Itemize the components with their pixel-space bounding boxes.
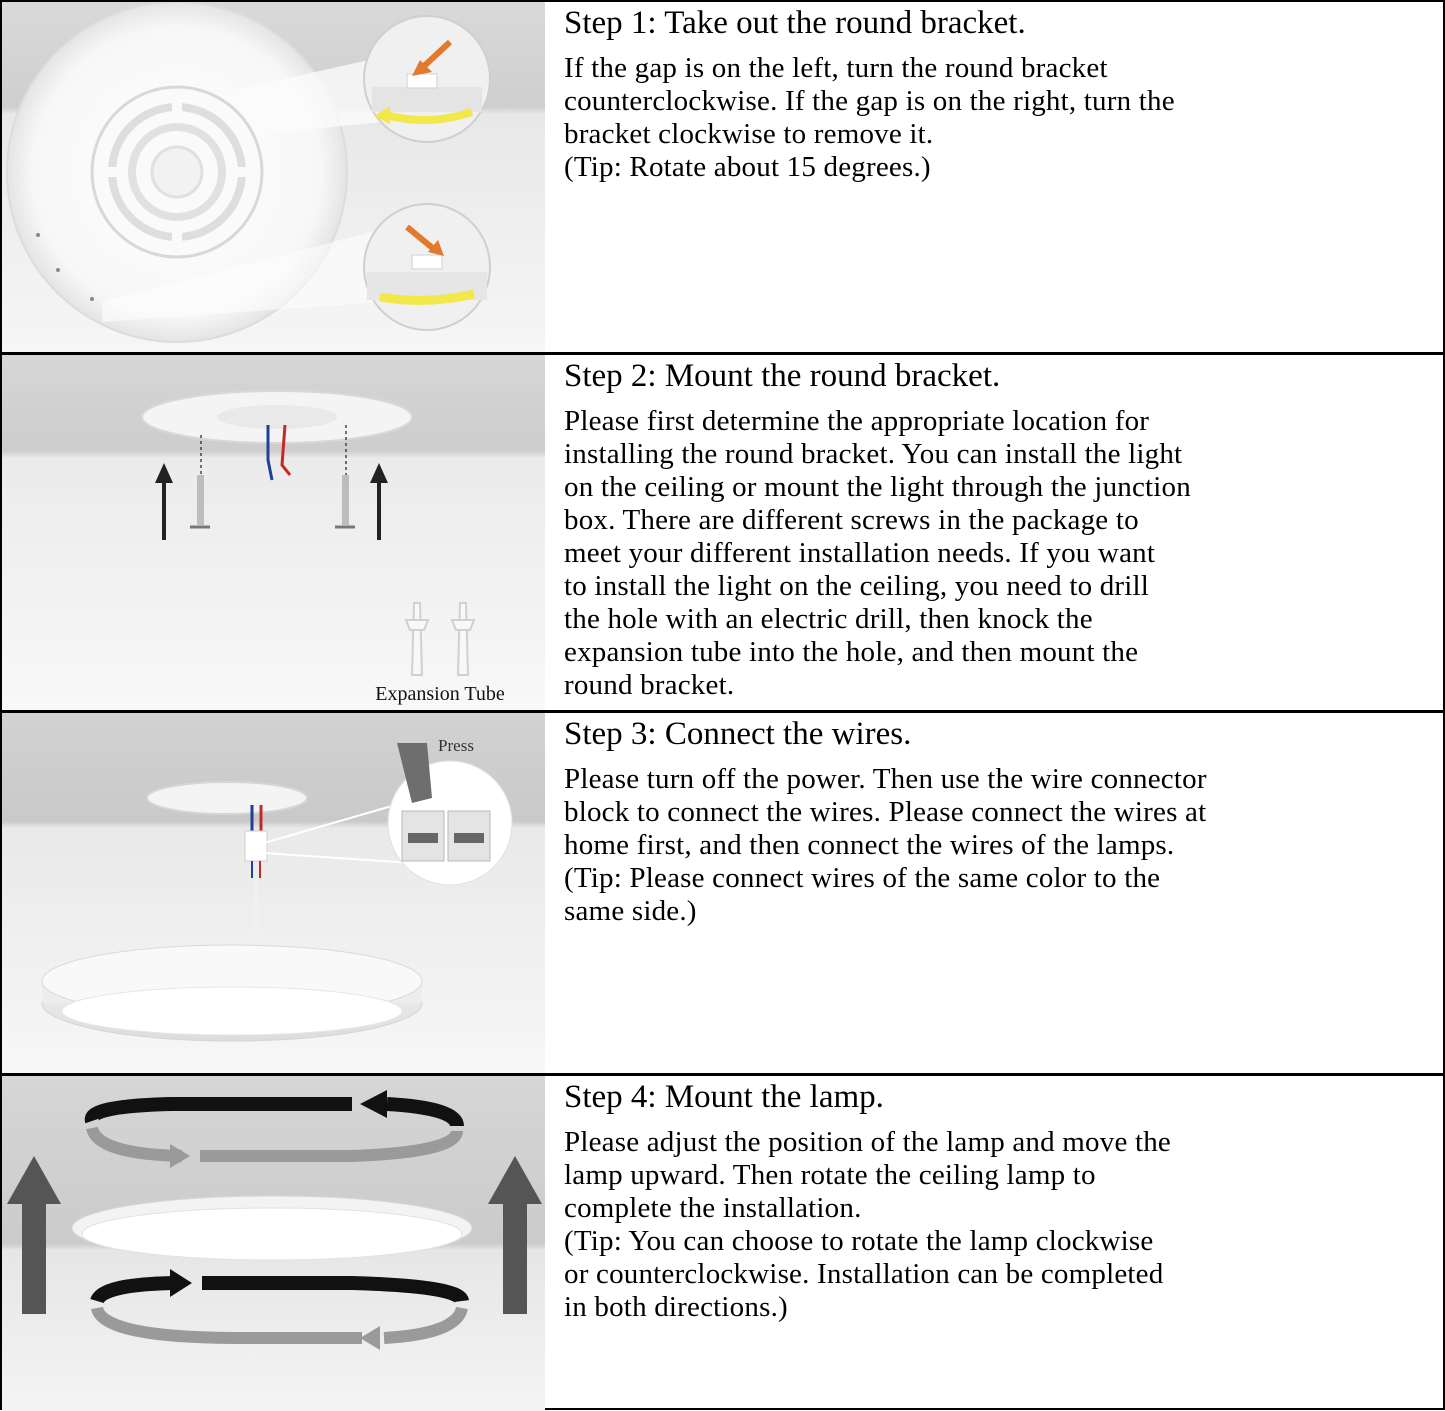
step-4-line: (Tip: You can choose to rotate the lamp clockwise [564,1225,1154,1257]
step-2-title: Step 2: Mount the round bracket. [564,358,1001,394]
press-label: Press [438,736,474,755]
step-2-line: expansion tube into the hole, and then mount the [564,636,1139,668]
step-3-line: same side.) [564,895,697,927]
step-4-text [564,1076,1433,1324]
step-2-illustration [2,355,545,710]
step-2-line: installing the round bracket. You can install the light [564,438,1183,470]
step-2-section [2,352,1443,710]
step-3-line: Please turn off the power. Then use the wire connector [564,763,1207,795]
step-1-description [564,52,1433,184]
step-3-description [564,763,1433,928]
step-2-line: meet your different installation needs. If you want [564,537,1156,569]
step-2-description [564,405,1433,702]
step-1-line: bracket clockwise to remove it. [564,118,934,150]
step-2-line: to install the light on the ceiling, you need to drill [564,570,1150,602]
step-2-line: box. There are different screws in the package to [564,504,1139,536]
step-1-text [564,2,1433,184]
step-1-line: (Tip: Rotate about 15 degrees.) [564,151,931,183]
step-2-line: Please first determine the appropriate location for [564,405,1150,437]
step-1-section [2,2,1443,352]
step-2-line: the hole with an electric drill, then knock the [564,603,1093,635]
step-1-title: Step 1: Take out the round bracket. [564,5,1026,41]
step-4-illustration [2,1076,545,1411]
step-3-line: home first, and then connect the wires of the lamps. [564,829,1175,861]
step-2-line: round bracket. [564,669,735,701]
step-1-line: counterclockwise. If the gap is on the right, turn the [564,85,1175,117]
step-4-line: Please adjust the position of the lamp and move the [564,1126,1171,1158]
expansion-tube-label: Expansion Tube [375,683,505,705]
step-4-line: in both directions.) [564,1291,788,1323]
step-1-line: If the gap is on the left, turn the round bracket [564,52,1108,84]
step-1-illustration [2,2,545,352]
step-4-line: or counterclockwise. Installation can be completed [564,1258,1164,1290]
step-4-title: Step 4: Mount the lamp. [564,1079,884,1115]
step-3-title: Step 3: Connect the wires. [564,716,912,752]
step-3-illustration [2,713,545,1073]
step-4-line: complete the installation. [564,1192,862,1224]
step-4-line: lamp upward. Then rotate the ceiling lamp to [564,1159,1096,1191]
step-4-section [2,1073,1443,1411]
step-2-line: on the ceiling or mount the light through the junction [564,471,1191,503]
step-3-section [2,710,1443,1073]
step-3-line: (Tip: Please connect wires of the same color to the [564,862,1161,894]
step-4-description [564,1126,1433,1324]
step-3-text [564,713,1433,928]
step-3-line: block to connect the wires. Please connect the wires at [564,796,1207,828]
step-2-text [564,355,1433,702]
